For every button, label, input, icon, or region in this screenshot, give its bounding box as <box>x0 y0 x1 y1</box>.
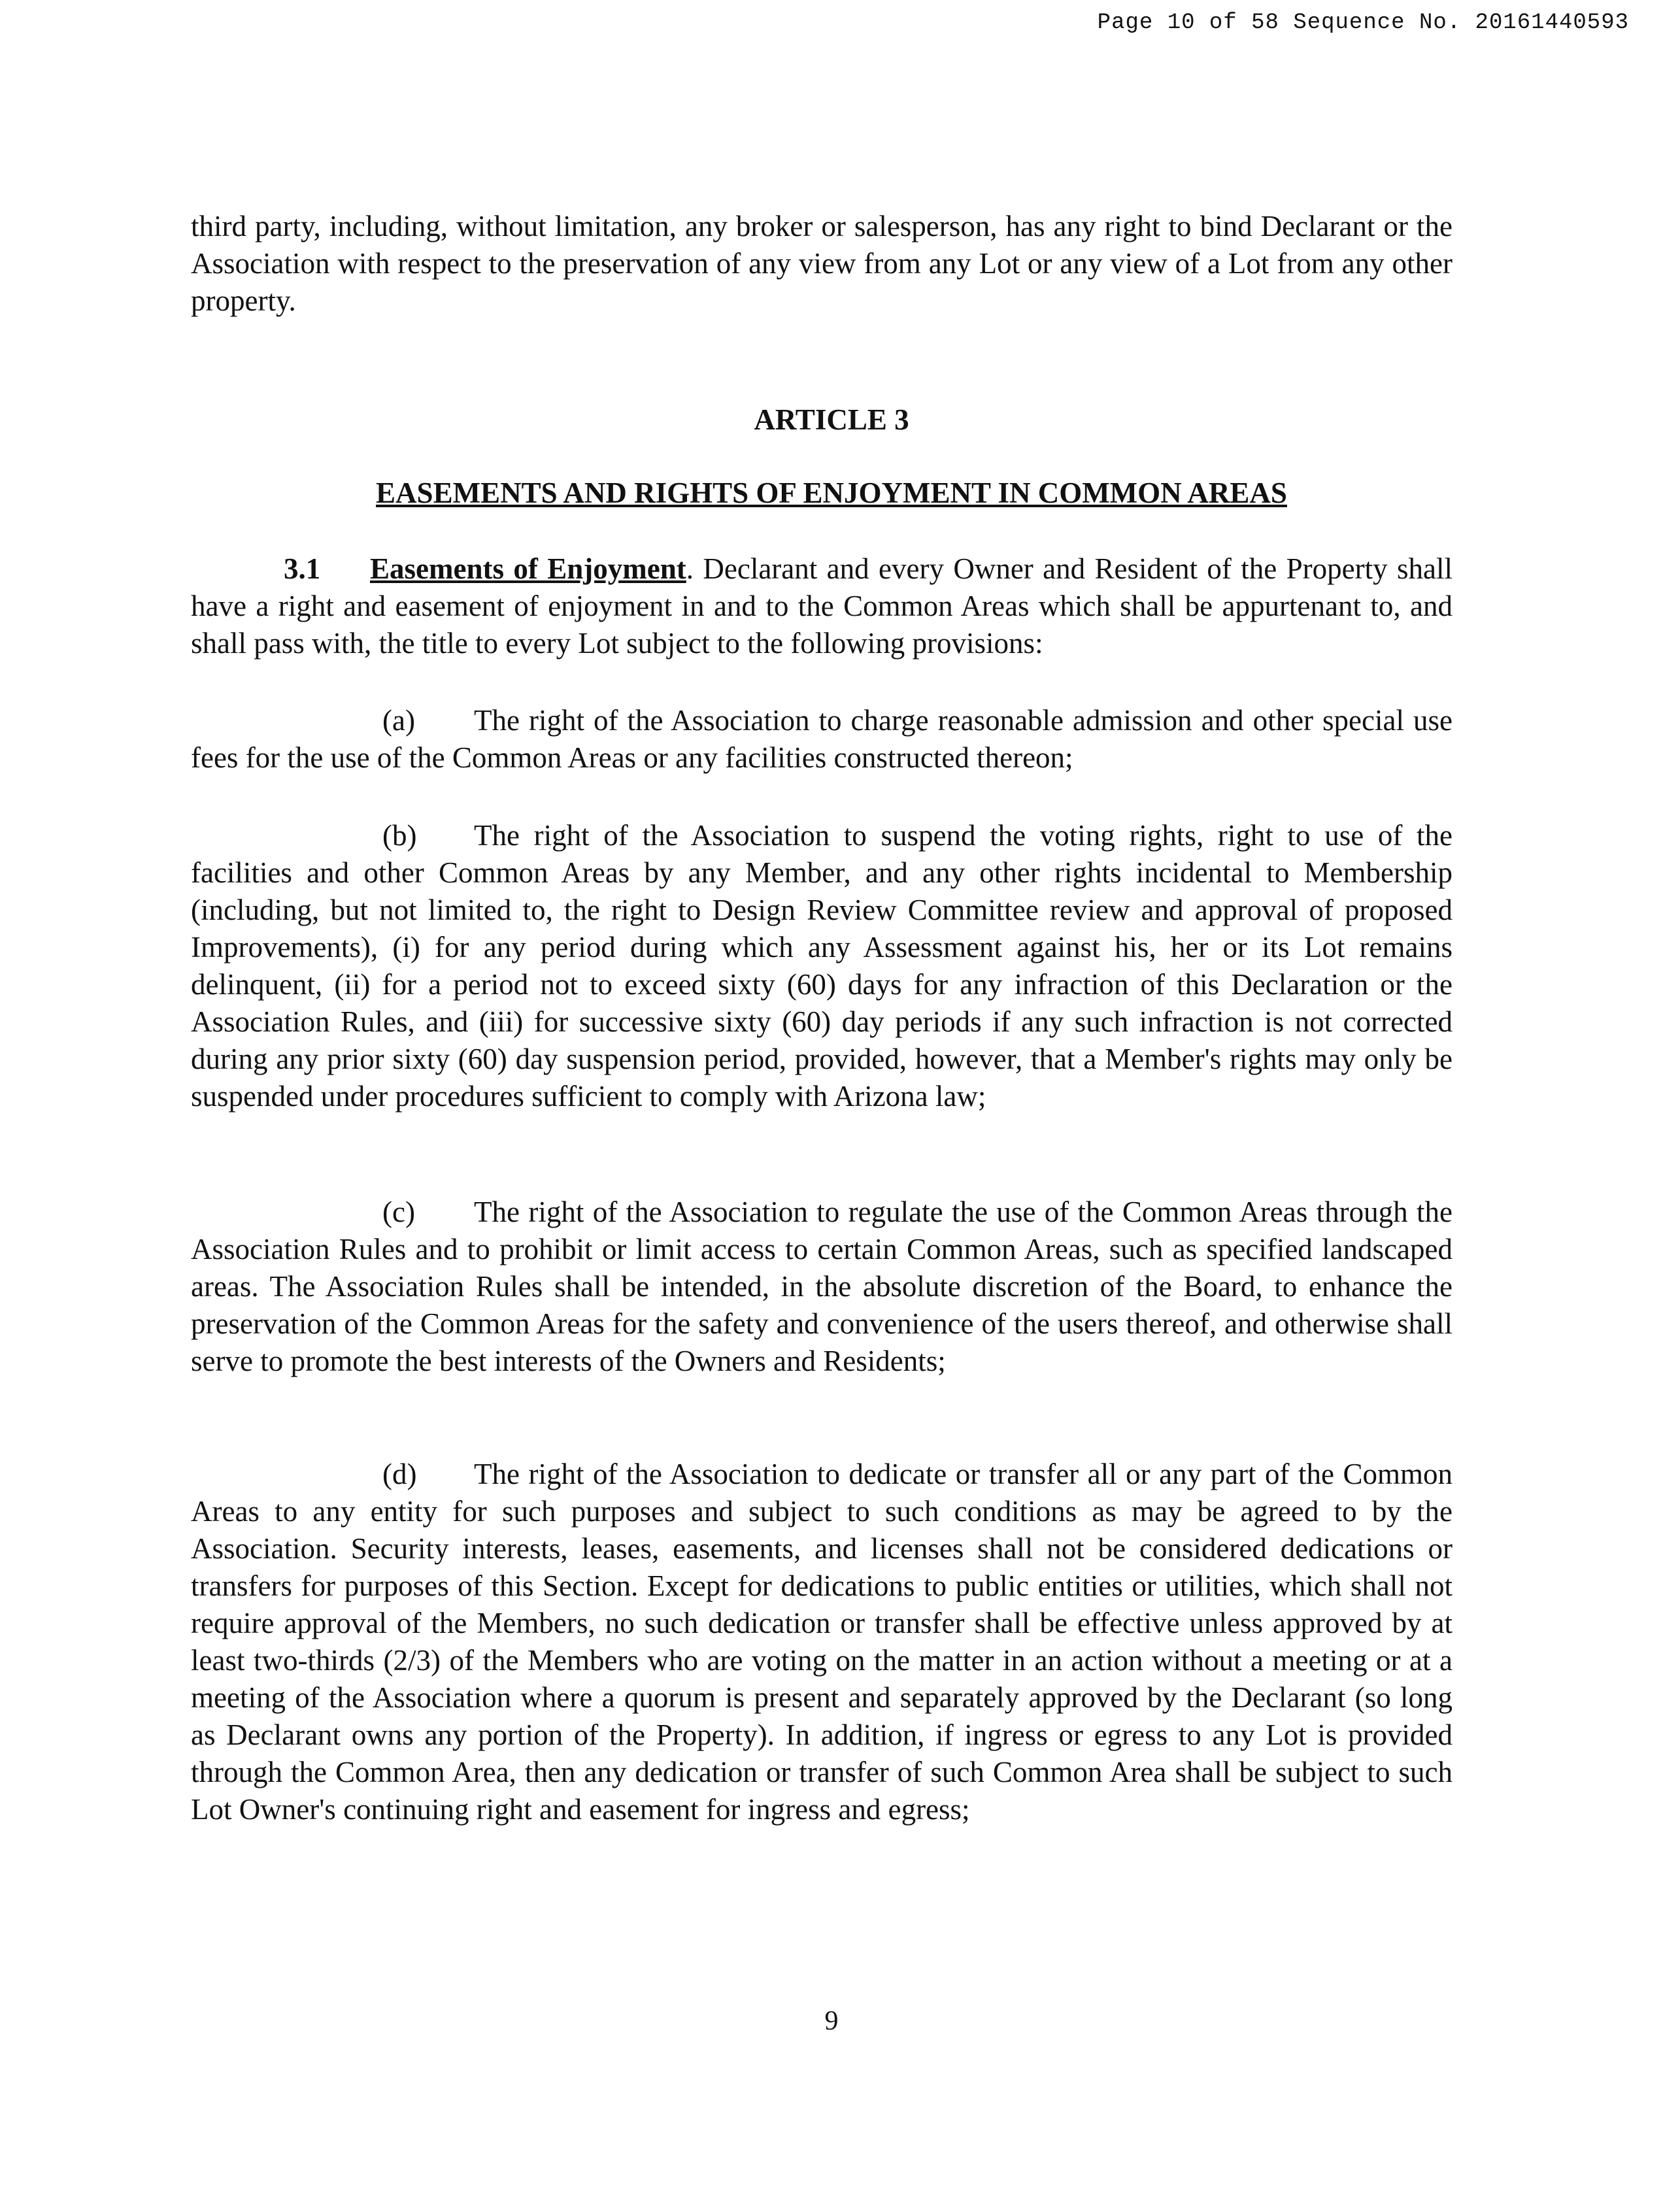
item-a-text: The right of the Association to charge reasonable admission and other special use fees for the use of the Common Areas or any facilities constructed thereon; <box>191 704 1453 774</box>
item-c-text: The right of the Association to regulate the use of the Common Areas through the Association Rules and to prohibit or limit access to certain Common Areas, such as specified landscaped areas. The Association Rules shall be intended, in the absolute discretion of the Board, to enhance the preservation of the Common Areas for the safety and convenience of the users thereof, and otherwise shall serve to promote the best interests of the Owners and Residents; <box>191 1196 1453 1377</box>
item-b-paragraph <box>191 817 1453 1115</box>
section-number: 3.1 <box>284 552 321 585</box>
intro-paragraph: third party, including, without limitation, any broker or salesperson, has any right to bind Declarant or the Association with respect to the preservation of any view from any Lot or any view of a Lot from any other property. <box>191 210 1453 317</box>
section-text: Declarant and every Owner and Resident of the Property shall have a right and easement of enjoyment in and to the Common Areas which shall be appurtenant to, and shall pass with, the title to every Lot subject to the following provisions: <box>191 552 1453 660</box>
item-a-label: (a) <box>382 704 415 737</box>
article-title: ARTICLE 3 <box>754 403 909 436</box>
item-c-paragraph <box>191 1194 1453 1380</box>
item-d-paragraph <box>191 1456 1453 1828</box>
item-a-paragraph <box>191 702 1453 777</box>
section-title: Easements of Enjoyment <box>370 552 686 585</box>
item-d-label: (d) <box>382 1458 417 1490</box>
section-period: . <box>686 552 694 585</box>
fax-page-stamp: Page 10 of 58 Sequence No. 20161440593 <box>1097 10 1629 35</box>
item-d-text: The right of the Association to dedicate or transfer all or any part of the Common Areas to any entity for such purposes and subject to such conditions as may be agreed to by the Association. Security interests, leases, easements, and licenses shall not be considered dedications or transfers for purposes of this Section. Except for dedications to public entities or utilities, which shall not require approval of the Members, no such dedication or transfer shall be effective unless approved by at least two-thirds (2/3) of the Members who are voting on the matter in an action without a meeting or at a meeting of the Association where a quorum is present and separately approved by the Declarant (so long as Declarant owns any portion of the Property). In addition, if ingress or egress to any Lot is provided through the Common Area, then any dedication or transfer of such Common Area shall be subject to such Lot Owner's continuing right and easement for ingress and egress; <box>191 1458 1453 1826</box>
page-number: 9 <box>824 2006 839 2036</box>
article-subtitle: EASEMENTS AND RIGHTS OF ENJOYMENT IN COMMON AREAS <box>376 477 1287 509</box>
section-3-1-paragraph <box>191 550 1453 662</box>
item-b-text: The right of the Association to suspend the voting rights, right to use of the facilities and other Common Areas by any Member, and any other rights incidental to Membership (including, but not limited to, the right to Design Review Committee review and approval of proposed Improvements), (i) for any period during which any Assessment against his, her or its Lot remains delinquent, (ii) for a period not to exceed sixty (60) days for any infraction of this Declaration or the Association Rules, and (iii) for successive sixty (60) day periods if any such infraction is not corrected during any prior sixty (60) day suspension period, provided, however, that a Member's rights may only be suspended under procedures sufficient to comply with Arizona law; <box>191 819 1453 1113</box>
item-b-label: (b) <box>382 819 417 852</box>
item-c-label: (c) <box>382 1196 415 1228</box>
